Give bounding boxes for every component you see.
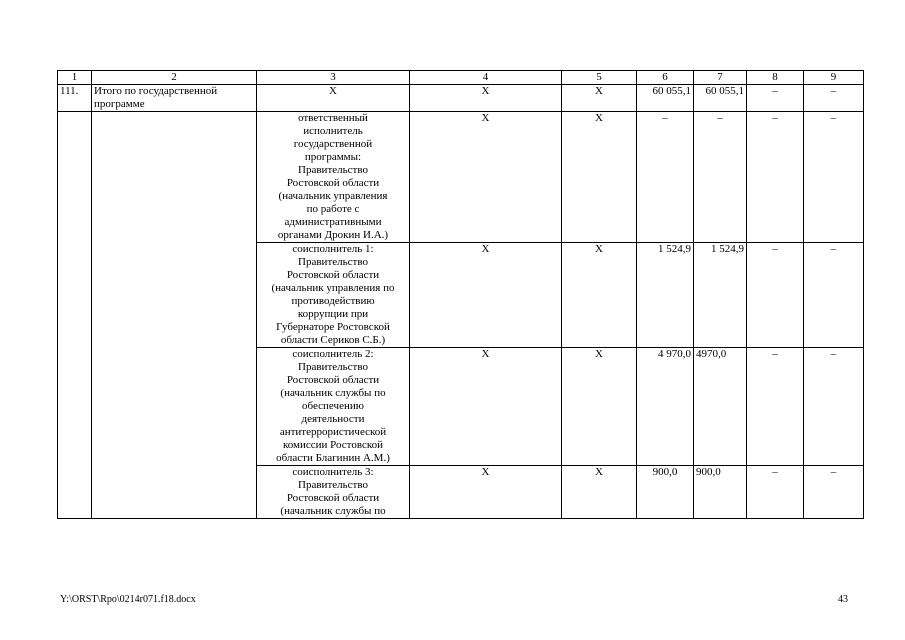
executor-line: ответственный [298,112,368,124]
executor-line: коррупции при [297,308,369,320]
row-number: 111. [58,85,92,112]
executor-line: (начальник службы по [280,505,386,517]
header-cell-3: 3 [257,71,410,85]
cell-col4: Х [410,85,562,112]
cell-col4: Х [410,348,562,466]
header-cell-4: 4 [410,71,562,85]
cell-col6: 900,0 [637,466,694,519]
cell-col5: Х [562,85,637,112]
executor-line: комиссии Ростовской [282,439,384,451]
executor-line: программы: [304,151,362,163]
executor-line: органами Дрокин И.А.) [277,229,389,241]
executor-line: противодействию [291,295,375,307]
cell-col8: – [747,112,804,243]
executor-line: Правительство [298,256,368,268]
cell-col8: – [747,466,804,519]
executor-cell [257,243,410,348]
program-total-label: Итого по государственной программе [92,85,257,112]
cell-col5: Х [562,243,637,348]
header-cell-2: 2 [92,71,257,85]
executor-line: области Благинин А.М.) [276,452,390,464]
cell-col4: Х [410,243,562,348]
header-row [58,71,864,85]
cell-col9: – [804,243,864,348]
header-cell-7: 7 [694,71,747,85]
cell-col7: 60 055,1 [694,85,747,112]
executor-line: Ростовской области [286,374,380,386]
executor-line: области Сериков С.Б.) [280,334,386,346]
cell-col3: Х [257,85,410,112]
cell-col4: Х [410,466,562,519]
cell-col8: – [747,243,804,348]
executor-line: обеспечению [302,400,364,412]
cell-col7: 1 524,9 [694,243,747,348]
executor-line: административными [284,216,382,228]
cell-col8: – [747,348,804,466]
executor-line: (начальник управления по [271,282,395,294]
total-row [58,85,864,112]
cell-col4: Х [410,112,562,243]
cell-col5: Х [562,466,637,519]
cell-col5: Х [562,348,637,466]
header-cell-8: 8 [747,71,804,85]
header-cell-1: 1 [58,71,92,85]
executor-line: Правительство [298,479,368,491]
table-row [58,112,864,243]
executor-line: государственной [293,138,373,150]
executor-line: Ростовской области [286,269,380,281]
cell-col7: – [694,112,747,243]
cell-col9: – [804,466,864,519]
cell-col7: 900,0 [694,466,747,519]
executor-cell [257,466,410,519]
cell-col9: – [804,348,864,466]
executor-line: Ростовской области [286,177,380,189]
executor-cell [257,112,410,243]
cell-col9: – [804,112,864,243]
executor-line: соисполнитель 2: [292,348,374,360]
empty-cell [58,112,92,519]
executor-line: соисполнитель 3: [292,466,374,478]
cell-col6: 4 970,0 [637,348,694,466]
cell-col7: 4970,0 [694,348,747,466]
header-cell-6: 6 [637,71,694,85]
cell-col9: – [804,85,864,112]
header-cell-5: 5 [562,71,637,85]
cell-col6: – [637,112,694,243]
executor-line: Правительство [298,164,368,176]
executor-line: соисполнитель 1: [292,243,374,255]
cell-col8: – [747,85,804,112]
page-number: 43 [838,594,848,605]
executor-line: (начальник управления [278,190,388,202]
cell-col5: Х [562,112,637,243]
executor-line: антитеррористической [279,426,387,438]
executor-line: по работе с [306,203,360,215]
budget-table [57,70,864,519]
executor-line: Правительство [298,361,368,373]
cell-col6: 60 055,1 [637,85,694,112]
executor-line: исполнитель [303,125,363,137]
executor-cell [257,348,410,466]
executor-line: Губернаторе Ростовской [276,321,390,333]
empty-cell [92,112,257,519]
executor-line: деятельности [301,413,365,425]
executor-line: Ростовской области [286,492,380,504]
executor-line: (начальник службы по [280,387,386,399]
header-cell-9: 9 [804,71,864,85]
file-path: Y:\ORST\Rpo\0214r071.f18.docx [60,594,196,605]
cell-col6: 1 524,9 [637,243,694,348]
